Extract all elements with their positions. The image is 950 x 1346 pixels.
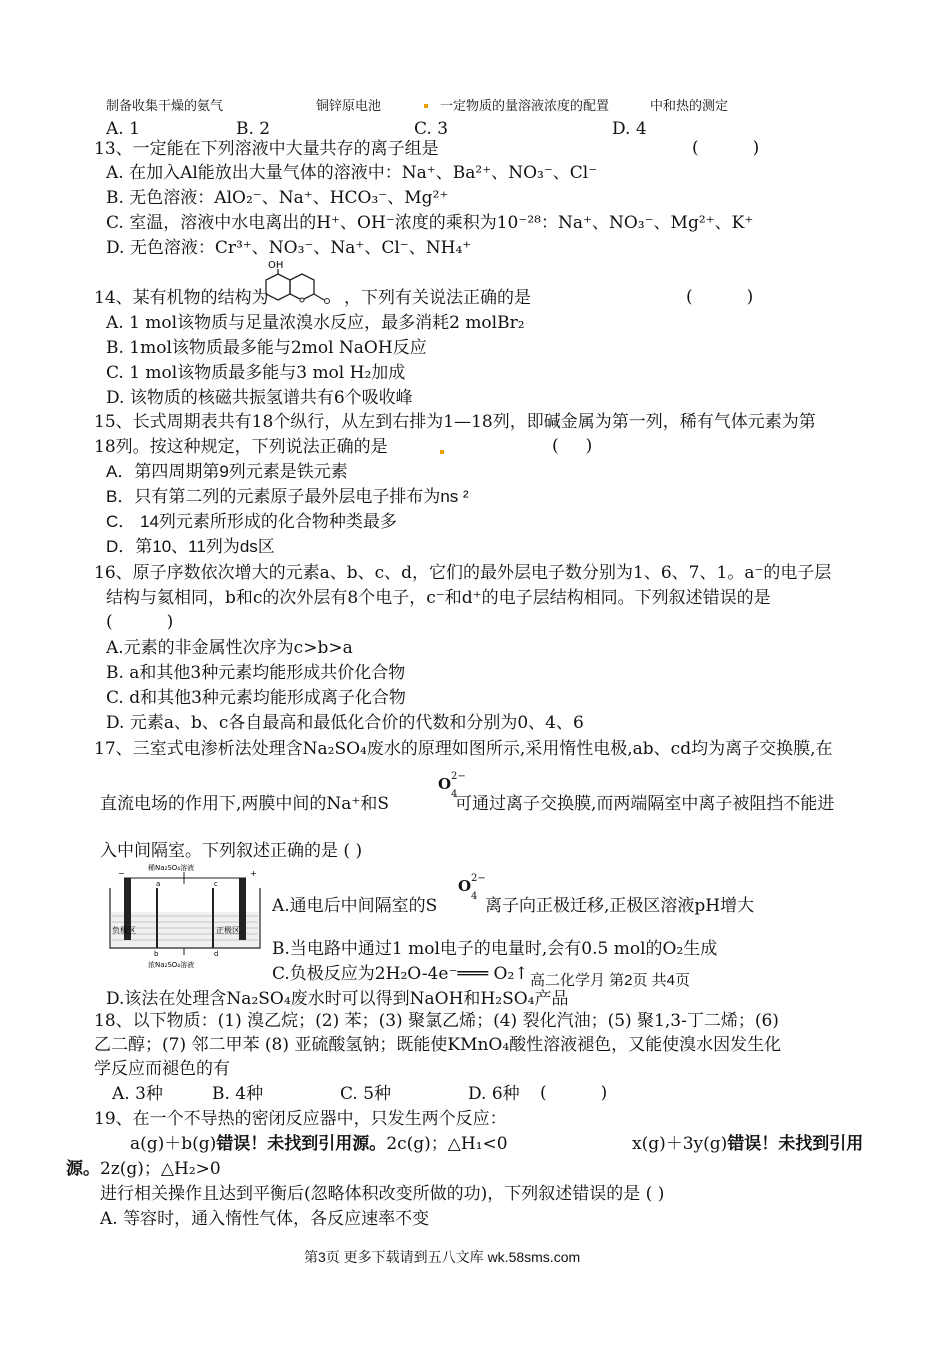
fig-plus-label: + (250, 869, 257, 878)
q16-option-c: C. d和其他3种元素均能形成离子化合物 (106, 688, 406, 708)
q19-reaction1 (130, 1133, 508, 1155)
q17-option-a-pre: A.通电后中间隔室的S (272, 896, 438, 916)
q19-option-a: A. 等容时，通入惰性气体，各反应速率不变 (100, 1209, 430, 1229)
reaction2-products: 2z(g)；△H₂>0 (100, 1159, 221, 1179)
q19-line4: 进行相关操作且达到平衡后(忽略体积改变所做的功)，下列叙述错误的是 ( ) (100, 1184, 665, 1204)
q15-answer-paren: ( ) (552, 436, 593, 456)
q12-option-a: A. 1 (106, 119, 140, 139)
page-2-footer-text: 高二化学月 第2页 共4页 (530, 972, 691, 989)
q16-option-a: A.元素的非金属性次序为c>b>a (106, 638, 353, 658)
fig-minus-label: − (118, 869, 125, 878)
q17-line3: 入中间隔室。下列叙述正确的是 ( ) (100, 841, 363, 861)
q12-option-b: B. 2 (236, 119, 271, 139)
q13-stem: 13、一定能在下列溶液中大量共存的离子组是 (94, 139, 439, 159)
reaction1-reactants: a(g)＋b(g) (130, 1134, 217, 1154)
q14-option-a: A. 1 mol该物质与足量浓溴水反应，最多消耗2 molBr₂ (106, 313, 525, 333)
q19-reaction2-cont (66, 1158, 221, 1180)
sulfate-index-sub: 4 (451, 789, 458, 800)
q16-answer-paren: ( ) (106, 612, 174, 632)
fig-b-label: b (154, 950, 159, 958)
q14-answer-paren: ( ) (686, 287, 754, 307)
missing-reference-error: 错误！未找到引用源。 (216, 1134, 387, 1154)
fig-d-label: d (214, 950, 219, 958)
q19-line1: 19、在一个不导热的密闭反应器中，只发生两个反应： (94, 1109, 507, 1129)
q16-option-b: B. a和其他3种元素均能形成共价化合物 (106, 663, 406, 683)
page-footer: 第3页 更多下载请到五八文库 wk.58sms.com (304, 1249, 581, 1265)
q15-option-a: A．第四周期第9列元素是铁元素 (106, 462, 348, 481)
q12-option-d: D. 4 (612, 119, 647, 139)
q18-answer-paren: ( ) (540, 1083, 608, 1103)
q18-option-c: C. 5种 (340, 1084, 392, 1104)
q15-option-b: B．只有第二列的元素原子最外层电子排布为ns ² (106, 487, 469, 506)
dot-mark (440, 450, 444, 454)
q14-option-d: D. 该物质的核磁共振氢谱共有6个吸收峰 (106, 388, 413, 408)
caption-neutralization-heat: 中和热的测定 (650, 99, 729, 114)
fig-top-label: 稀Na₂SO₄溶液 (148, 864, 195, 872)
q18-option-d: D. 6种 (468, 1084, 520, 1104)
q13-option-d: D. 无色溶液：Cr³⁺、NO₃⁻、Na⁺、Cl⁻、NH₄⁺ (106, 238, 472, 258)
q18-option-a: A. 3种 (112, 1084, 163, 1104)
missing-reference-error-2: 错误！未找到引用 (727, 1134, 864, 1154)
q18-line1: 18、以下物质：(1) 溴乙烷；(2) 苯；(3) 聚氯乙烯；(4) 裂化汽油；(5) 聚1,3-丁二烯；(6) (94, 1011, 779, 1031)
q16-option-d: D. 元素a、b、c各自最高和最低化合价的代数和分别为0、4、6 (106, 713, 584, 733)
reaction1-products: 2c(g)；△H₁<0 (386, 1134, 508, 1154)
q15-line1: 15、长式周期表共有18个纵行，从左到右排为1—18列，即碱金属为第一列，稀有气体元素为第 (94, 412, 816, 432)
q13-answer-paren: ( ) (692, 138, 760, 158)
electrodialysis-diagram (100, 860, 270, 972)
fig-bottom-label: 浓Na₂SO₄溶液 (148, 961, 195, 969)
structure-oh-label: OH (268, 260, 284, 271)
q16-line1: 16、原子序数依次增大的元素a、b、c、d，它们的最外层电子数分别为1、6、7、1。a⁻的电子层 (94, 563, 832, 583)
q14-option-b: B. 1mol该物质最多能与2mol NaOH反应 (106, 338, 427, 358)
q16-line2: 结构与氦相同，b和c的次外层有8个电子，c⁻和d⁺的电子层结构相同。下列叙述错误的是 (106, 588, 771, 608)
q17-line1: 17、三室式电渗析法处理含Na₂SO₄废水的原理如图所示,采用惰性电极,ab、cd均为离子交换膜,在 (94, 739, 833, 759)
fig-c-label: c (214, 880, 218, 888)
fig-a-label: a (156, 880, 161, 888)
q18-line3: 学反应而褪色的有 (94, 1059, 230, 1079)
q19-reaction2 (632, 1133, 863, 1155)
q13-option-a: A. 在加入Al能放出大量气体的溶液中：Na⁺、Ba²⁺、NO₃⁻、Cl⁻ (106, 163, 598, 183)
q13-option-b: B. 无色溶液：AlO₂⁻、Na⁺、HCO₃⁻、Mg²⁺ (106, 188, 449, 208)
sulfate-o-label-2: O (458, 877, 472, 895)
sulfate-index-sub-2: 4 (471, 891, 478, 902)
q15-option-c: C． 14列元素所形成的化合物种类最多 (106, 512, 397, 531)
dot-mark (424, 104, 428, 108)
q18-line2: 乙二醇；(7) 邻二甲苯 (8) 亚硫酸氢钠；既能使KMnO₄酸性溶液褪色，又能使溴水因发生化 (94, 1035, 782, 1055)
q13-option-c: C. 室温，溶液中水电离出的H⁺、OH⁻浓度的乘积为10⁻²⁸：Na⁺、NO₃⁻、Mg²⁺、K⁺ (106, 213, 754, 233)
q17-line2-post: 可通过离子交换膜,而两端隔室中离子被阻挡不能进 (455, 794, 835, 814)
q14-option-c: C. 1 mol该物质最多能与3 mol H₂加成 (106, 363, 406, 383)
fig-positive-zone: 正极区 (216, 926, 240, 935)
sulfate-charge-sup-2: 2− (471, 873, 486, 884)
coumarin-structure (258, 256, 344, 312)
caption-ammonia: 制备收集干燥的氨气 (106, 99, 224, 114)
caption-solution-prep: 一定物质的量溶液浓度的配置 (440, 99, 610, 114)
q15-line2: 18列。按这种规定，下列说法正确的是 (94, 437, 388, 457)
fig-negative-zone: 负极区 (112, 926, 136, 935)
q17-option-b: B.当电路中通过1 mol电子的电量时,会有0.5 mol的O₂生成 (272, 939, 718, 959)
q17-option-c: C.负极反应为2H₂O-4e⁻═══ O₂↑ (272, 964, 529, 984)
q18-option-b: B. 4种 (212, 1084, 264, 1104)
sulfate-o-label: O (438, 775, 452, 793)
caption-cu-zn-cell: 铜锌原电池 (316, 99, 382, 114)
sulfate-charge-sup: 2− (451, 771, 466, 782)
q14-stem-pre: 14、某有机物的结构为 (94, 288, 269, 308)
missing-reference-error-2b: 源。 (66, 1159, 100, 1179)
q14-stem-post: ，下列有关说法正确的是 (344, 288, 531, 308)
q17-line2-pre: 直流电场的作用下,两膜中间的Na⁺和S (100, 794, 390, 814)
reaction2-reactants: x(g)＋3y(g) (632, 1134, 728, 1154)
q17-option-d: D.该法在处理含Na₂SO₄废水时可以得到NaOH和H₂SO₄产品 (106, 989, 569, 1009)
q12-option-c: C. 3 (414, 119, 449, 139)
q15-option-d: D．第10、11列为ds区 (106, 537, 275, 556)
q17-option-a-post: 离子向正极迁移,正极区溶液pH增大 (485, 896, 755, 916)
